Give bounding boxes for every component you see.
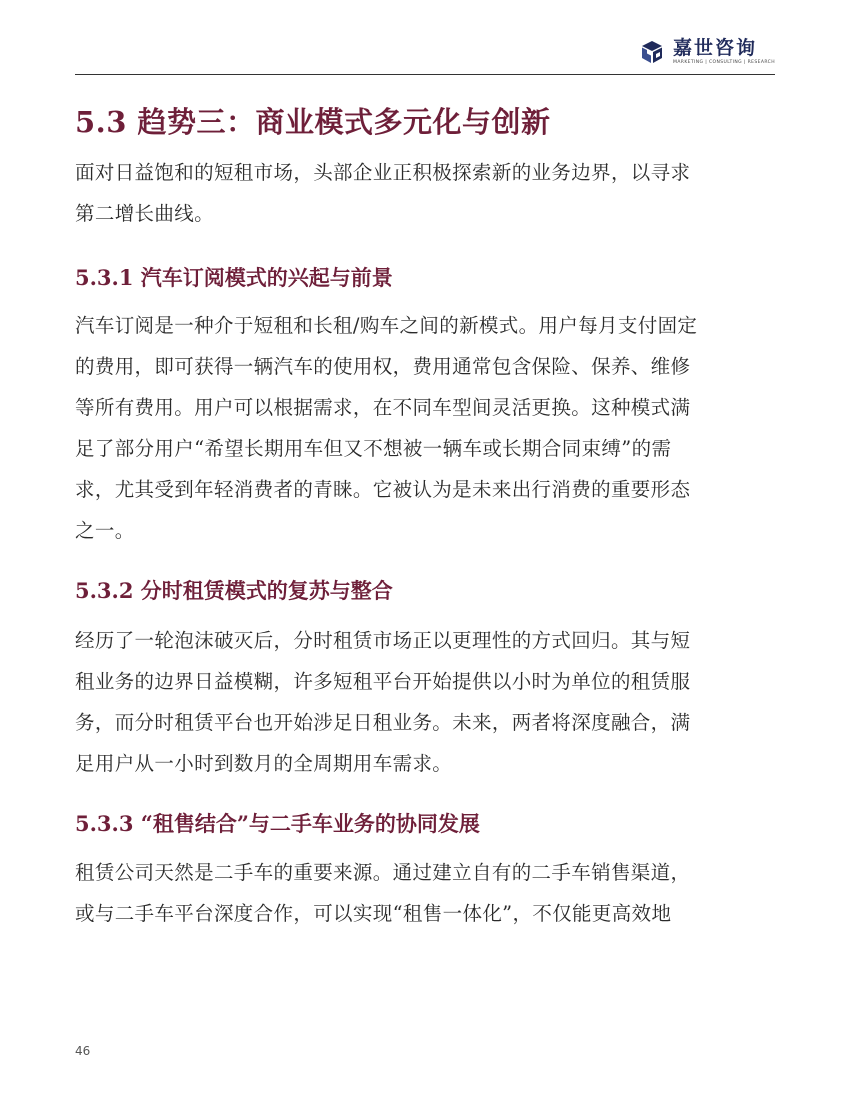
page-number: 46 <box>75 1044 91 1058</box>
paragraph-line: 租业务的边界日益模糊，许多短租平台开始提供以小时为单位的租赁服 <box>75 670 691 693</box>
subsection-title-5-3-3: 5.3.3 “租售结合”与二手车业务的协同发展 <box>75 811 480 836</box>
paragraph-line: 汽车订阅是一种介于短租和长租/购车之间的新模式。用户每月支付固定 <box>75 314 698 337</box>
paragraph-line: 第二增长曲线。 <box>75 202 214 225</box>
paragraph-line: 经历了一轮泡沫破灭后，分时租赁市场正以更理性的方式回归。其与短 <box>75 629 691 652</box>
paragraph-5-3-2 <box>75 620 775 784</box>
subsection-title-5-3-1: 5.3.1 汽车订阅模式的兴起与前景 <box>75 265 393 290</box>
brand-logo <box>639 38 775 65</box>
paragraph-5-3-3 <box>75 852 775 934</box>
page-header <box>75 30 775 75</box>
section-title: 5.3 趋势三：商业模式多元化与创新 <box>75 105 551 139</box>
paragraph-line: 务，而分时租赁平台也开始涉足日租业务。未来，两者将深度融合，满 <box>75 711 691 734</box>
paragraph-line: 面对日益饱和的短租市场，头部企业正积极探索新的业务边界，以寻求 <box>75 161 691 184</box>
paragraph-line: 足用户从一小时到数月的全周期用车需求。 <box>75 752 453 775</box>
paragraph-line: 或与二手车平台深度合作，可以实现“租售一体化”，不仅能更高效地 <box>75 902 672 925</box>
subsection-title-5-3-2: 5.3.2 分时租赁模式的复苏与整合 <box>75 578 393 603</box>
paragraph-5-3-1 <box>75 305 775 551</box>
intro-paragraph <box>75 152 775 234</box>
paragraph-line: 租赁公司天然是二手车的重要来源。通过建立自有的二手车销售渠道， <box>75 861 691 884</box>
paragraph-line: 足了部分用户“希望长期用车但又不想被一辆车或长期合同束缚”的需 <box>75 437 672 460</box>
cube-logo-icon <box>639 39 665 65</box>
paragraph-line: 的费用，即可获得一辆汽车的使用权，费用通常包含保险、保养、维修 <box>75 355 691 378</box>
paragraph-line: 之一。 <box>75 519 135 542</box>
brand-name: 嘉世咨询 <box>673 37 758 59</box>
brand-tagline: MARKETING | CONSULTING | RESEARCH <box>673 60 775 65</box>
paragraph-line: 等所有费用。用户可以根据需求，在不同车型间灵活更换。这种模式满 <box>75 396 691 419</box>
paragraph-line: 求，尤其受到年轻消费者的青睐。它被认为是未来出行消费的重要形态 <box>75 478 691 501</box>
